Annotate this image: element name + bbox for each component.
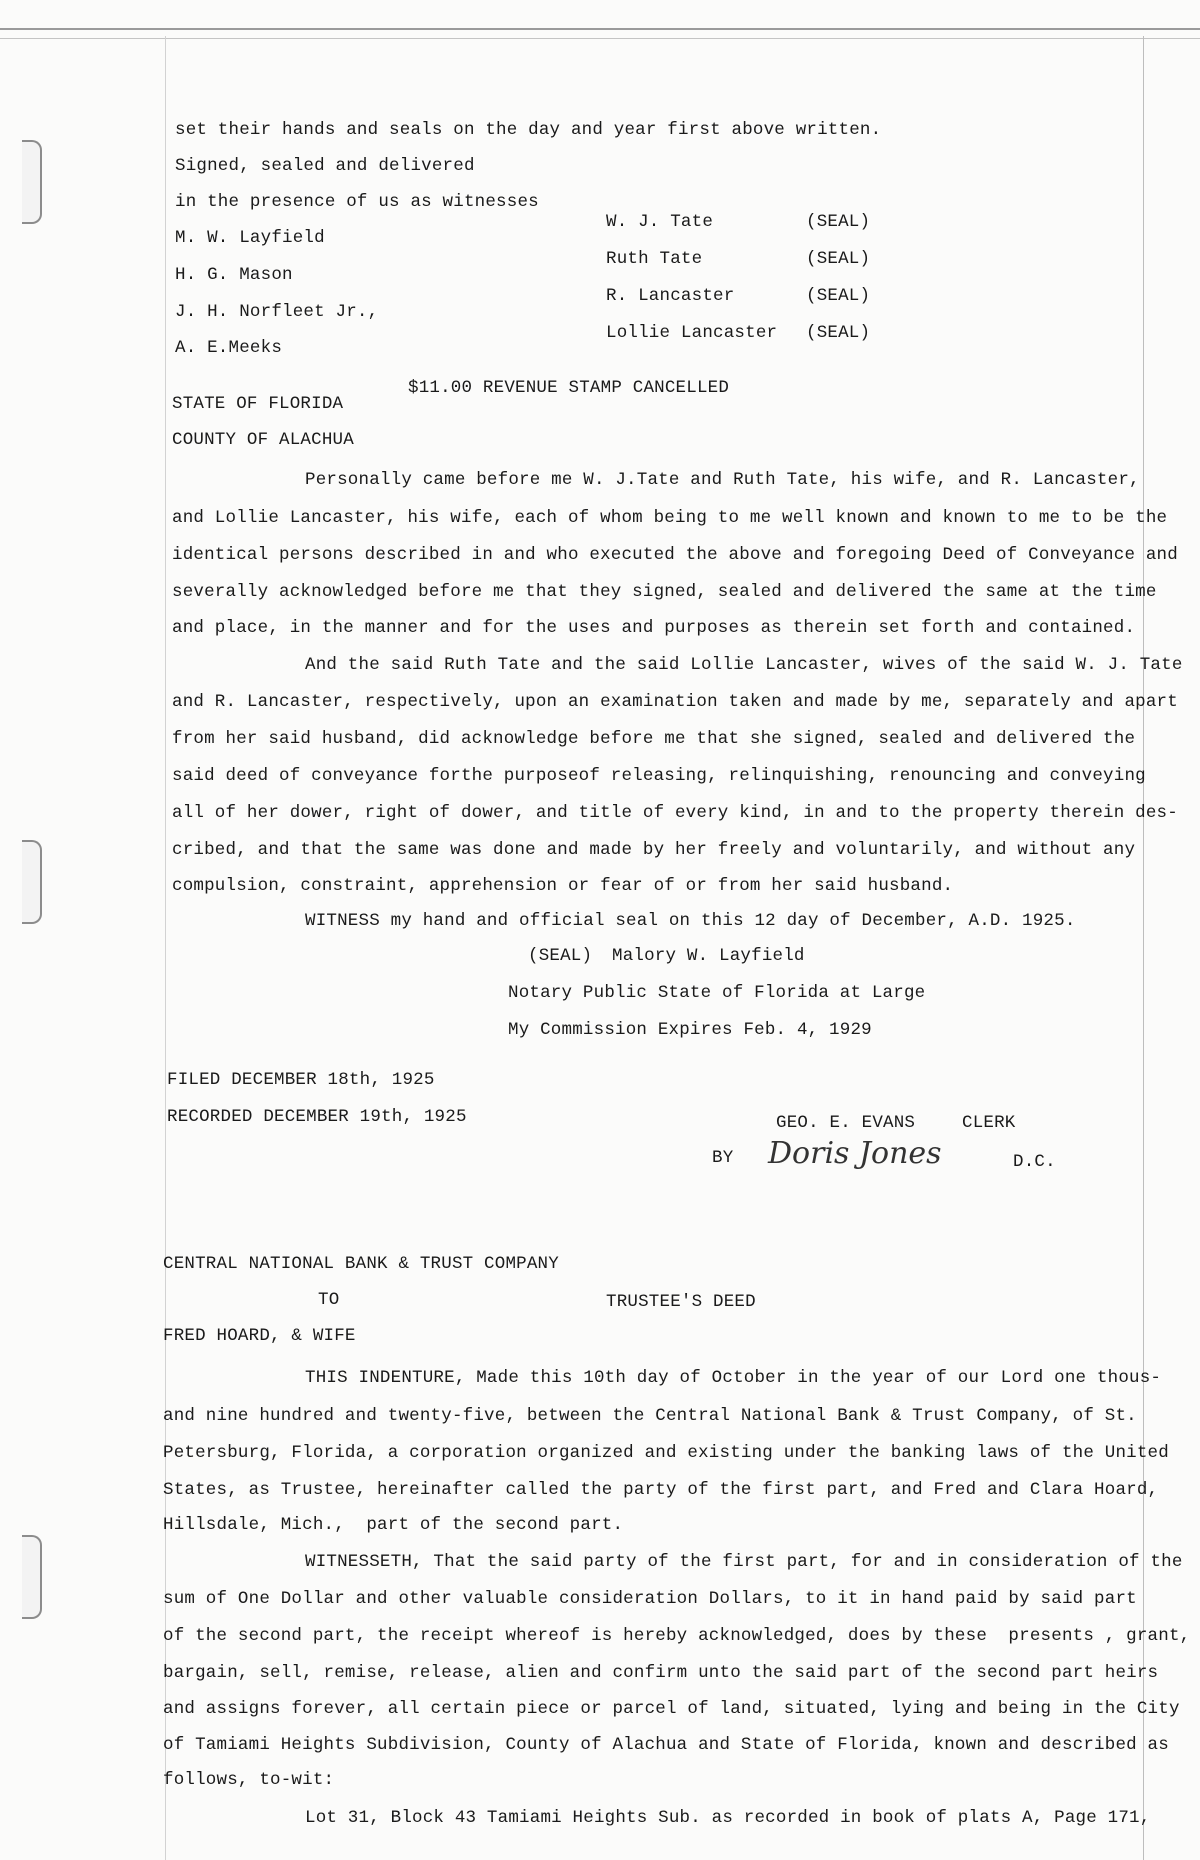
acknowledgment-line: said deed of conveyance forthe purposeof releasing, relinquishing, renouncing and conveying (172, 766, 1146, 786)
by-label: BY (712, 1148, 734, 1168)
notary-commission: My Commission Expires Feb. 4, 1929 (508, 1020, 872, 1040)
county-heading: COUNTY OF ALACHUA (172, 430, 354, 450)
deed-title: TRUSTEE'S DEED (606, 1292, 756, 1312)
signed-line: Signed, sealed and delivered (175, 156, 475, 176)
binder-hole-bottom (22, 1535, 42, 1619)
seal-label: (SEAL) (806, 323, 871, 343)
filed-date: FILED DECEMBER 18th, 1925 (167, 1070, 435, 1090)
deed-body-line: of the second part, the receipt whereof is hereby acknowledged, does by these presents , grant, (163, 1626, 1191, 1646)
deputy-title: D.C. (1013, 1152, 1056, 1172)
signer-name: R. Lancaster (606, 286, 735, 306)
deed-body-line: Lot 31, Block 43 Tamiami Heights Sub. as recorded in book of plats A, Page 171, (305, 1808, 1151, 1828)
notary-seal-label: (SEAL) (528, 946, 593, 966)
seal-label: (SEAL) (806, 249, 871, 269)
deed-body-line: States, as Trustee, hereinafter called the party of the first part, and Fred and Clara Hoard, (163, 1480, 1159, 1500)
acknowledgment-line: cribed, and that the same was done and made by her freely and voluntarily, and without any (172, 840, 1136, 860)
deed-body-line: Petersburg, Florida, a corporation organized and existing under the banking laws of the United (163, 1443, 1169, 1463)
right-page-edge (1143, 36, 1144, 1860)
closing-line: set their hands and seals on the day and year first above written. (175, 120, 882, 140)
witness-name: H. G. Mason (175, 265, 293, 285)
deed-body-line: bargain, sell, remise, release, alien and confirm unto the said part of the second part heirs (163, 1663, 1159, 1683)
acknowledgment-line: from her said husband, did acknowledge before me that she signed, sealed and delivered the (172, 729, 1136, 749)
acknowledgment-line: all of her dower, right of dower, and title of every kind, in and to the property therein des- (172, 803, 1178, 823)
deed-body-line: Hillsdale, Mich., part of the second part. (163, 1515, 624, 1535)
notary-name: Malory W. Layfield (612, 946, 805, 966)
acknowledgment-line: and R. Lancaster, respectively, upon an examination taken and made by me, separately and apart (172, 692, 1178, 712)
recorded-date: RECORDED DECEMBER 19th, 1925 (167, 1107, 467, 1127)
seal-label: (SEAL) (806, 212, 871, 232)
deed-body-line: WITNESSETH, That the said party of the first part, for and in consideration of the (305, 1552, 1183, 1572)
clerk-name: GEO. E. EVANS (776, 1113, 916, 1133)
acknowledgment-line: identical persons described in and who executed the above and foregoing Deed of Conveyance and (172, 545, 1178, 565)
witness-name: A. E.Meeks (175, 338, 283, 358)
acknowledgment-line: compulsion, constraint, apprehension or fear of or from her said husband. (172, 876, 954, 896)
deed-body-line: follows, to-wit: (163, 1770, 335, 1790)
acknowledgment-line: And the said Ruth Tate and the said Lollie Lancaster, wives of the said W. J. Tate (305, 655, 1183, 675)
deed-body-line: sum of One Dollar and other valuable consideration Dollars, to it in hand paid by said part (163, 1589, 1137, 1609)
deed-body-line: and nine hundred and twenty-five, between the Central National Bank & Trust Company, of St. (163, 1406, 1137, 1426)
seal-label: (SEAL) (806, 286, 871, 306)
signer-name: Lollie Lancaster (606, 323, 778, 343)
witness-statement: WITNESS my hand and official seal on this 12 day of December, A.D. 1925. (305, 911, 1076, 931)
acknowledgment-line: and Lollie Lancaster, his wife, each of whom being to me well known and known to me to be the (172, 508, 1168, 528)
clerk-title: CLERK (962, 1113, 1016, 1133)
acknowledgment-line: Personally came before me W. J.Tate and Ruth Tate, his wife, and R. Lancaster, (305, 470, 1140, 490)
witness-name: J. H. Norfleet Jr., (175, 302, 379, 322)
top-rule (0, 28, 1200, 39)
signer-name: Ruth Tate (606, 249, 703, 269)
acknowledgment-line: severally acknowledged before me that they signed, sealed and delivered the same at the time (172, 582, 1157, 602)
binder-hole-middle (22, 840, 42, 924)
presence-line: in the presence of us as witnesses (175, 192, 539, 212)
revenue-stamp-note: $11.00 REVENUE STAMP CANCELLED (408, 378, 730, 398)
acknowledgment-line: and place, in the manner and for the uses and purposes as therein set forth and contained. (172, 618, 1136, 638)
deed-body-line: THIS INDENTURE, Made this 10th day of October in the year of our Lord one thous- (305, 1368, 1162, 1388)
deed-body-line: and assigns forever, all certain piece or parcel of land, situated, lying and being in the City (163, 1699, 1180, 1719)
grantee-heading: FRED HOARD, & WIFE (163, 1326, 356, 1346)
deputy-signature: Doris Jones (768, 1136, 942, 1171)
witness-name: M. W. Layfield (175, 228, 325, 248)
state-heading: STATE OF FLORIDA (172, 394, 344, 414)
signer-name: W. J. Tate (606, 212, 714, 232)
binder-hole-top (22, 140, 42, 224)
to-label: TO (318, 1290, 340, 1310)
deed-body-line: of Tamiami Heights Subdivision, County of Alachua and State of Florida, known and described as (163, 1735, 1169, 1755)
notary-title: Notary Public State of Florida at Large (508, 983, 926, 1003)
grantor-heading: CENTRAL NATIONAL BANK & TRUST COMPANY (163, 1254, 559, 1274)
left-margin-rule (165, 36, 166, 1860)
